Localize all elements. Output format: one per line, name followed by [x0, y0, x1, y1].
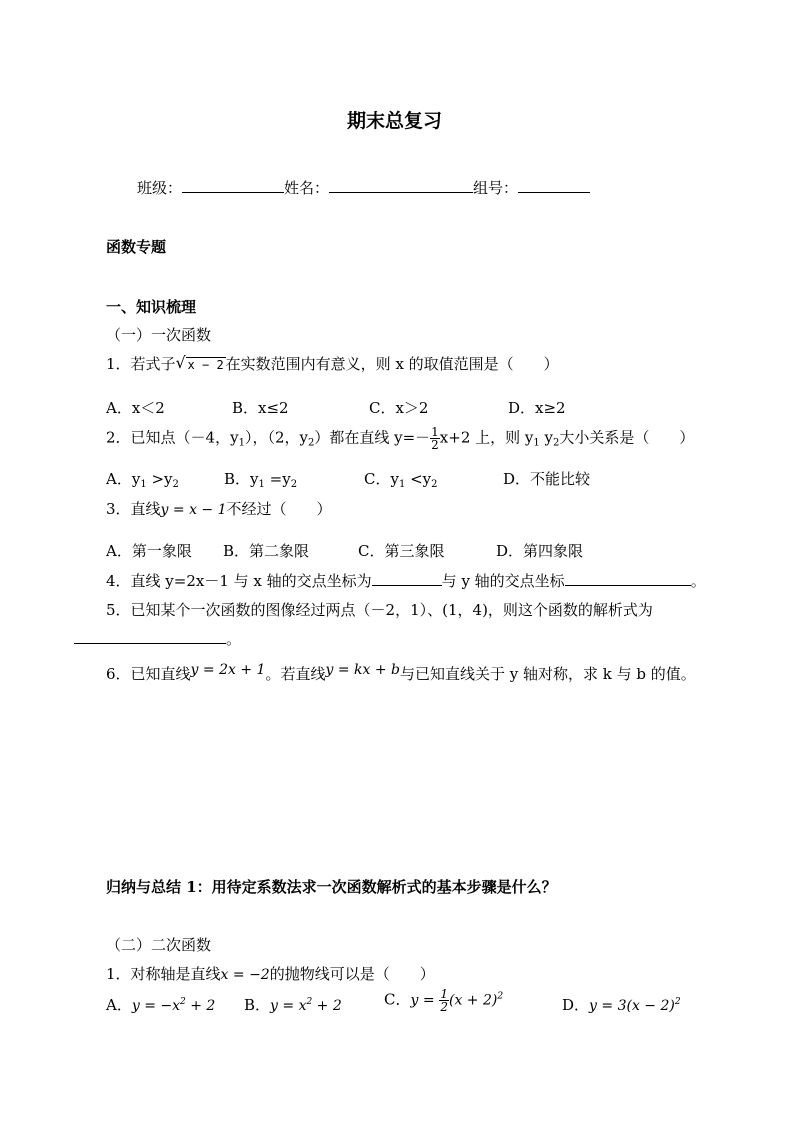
q3-option-d: D．第四象限: [496, 542, 584, 560]
p2q1-option-a: A．$y = -x^2 + 2$: [106, 996, 216, 1014]
q4-blank-y[interactable]: [565, 571, 691, 586]
q1-option-c: C．x＞2: [369, 399, 429, 417]
question-1-5: 5．已知某个一次函数的图像经过两点（－2，1）、(1，4)，则这个函数的解析式为: [106, 601, 653, 619]
group-blank[interactable]: [518, 178, 590, 193]
sqrt-expression: [176, 355, 226, 373]
q2-option-d: D．不能比较: [503, 470, 591, 488]
page-title: 期末总复习: [347, 110, 443, 132]
q2-option-a: A．$y_1 >y_2$: [106, 470, 179, 490]
frac-den: 2: [431, 438, 439, 452]
q3-prefix: 3．直线: [106, 500, 161, 518]
p2q1-fraction: $\frac{1}{2}$: [440, 987, 448, 1014]
q6-prefix: 6．已知直线: [106, 665, 191, 683]
q4-mid: 与 y 轴的交点坐标: [441, 572, 565, 590]
q6-suffix: 与已知直线关于 y 轴对称，求 k 与 b 的值。: [399, 665, 696, 683]
student-info-line: [137, 177, 590, 198]
section-topic: 函数专题: [106, 238, 167, 256]
q3-option-a: A．第一象限: [106, 542, 192, 560]
p2q1-option-c: C．y = $\frac{1}{2}$ $(x + 2)^2$: [384, 987, 504, 1014]
p2q1-option-d: D．$y = 3(x - 2)^2$: [562, 996, 681, 1014]
q1-option-b: B．x≤2: [232, 399, 289, 417]
q2-text-1: 2．已知点（－4，y: [106, 428, 239, 447]
question-1-6: [106, 662, 696, 684]
q2-sub-2: 2: [307, 437, 315, 449]
question-1-4: [106, 570, 706, 591]
name-label: 姓名：: [284, 179, 330, 197]
radical-sign-icon: √: [175, 353, 186, 372]
q6-math-1: y = 2x + 1: [190, 662, 266, 678]
part1-subheading: （一）一次函数: [106, 326, 212, 344]
q3-math: y = x − 1: [160, 502, 227, 518]
p2q1-option-b: B．$y = x^2 + 2$: [244, 996, 342, 1014]
q3-option-c: C．第三象限: [358, 542, 445, 560]
q3-suffix: 不经过（ ）: [226, 500, 332, 518]
p2q1-math: x = −2: [220, 967, 270, 983]
q5-suffix: 。: [226, 630, 242, 648]
q2-text-5: y: [539, 428, 554, 447]
q4-suffix: 。: [690, 572, 706, 590]
q2-option-c: C．$y_1 <y_2$: [364, 470, 438, 490]
summary-1: 归纳与总结 1：用待定系数法求一次函数解析式的基本步骤是什么？: [106, 878, 557, 896]
question-2-1: [106, 963, 435, 984]
question-1-1: [106, 353, 559, 374]
class-label: 班级：: [137, 179, 183, 197]
q2-sub-3: 1: [533, 437, 540, 449]
part1-heading: 一、知识梳理: [106, 298, 197, 316]
question-1-5-answer: [74, 628, 241, 649]
p2q1-suffix: 的抛物线可以是（ ）: [269, 965, 435, 983]
q2-suffix: 大小关系是（ ）: [559, 428, 695, 447]
part2-subheading: （二）二次函数: [106, 936, 212, 954]
p2q1-prefix: 1．对称轴是直线: [106, 965, 221, 983]
q1-suffix: 在实数范围内有意义，则 x 的取值范围是（ ）: [225, 355, 559, 373]
class-blank[interactable]: [182, 178, 284, 193]
radicand: x − 2: [187, 358, 224, 372]
q2-text-2: ），（2，y: [244, 428, 308, 447]
q1-prefix: 1．若式子: [106, 355, 176, 373]
group-label: 组号：: [473, 179, 519, 197]
frac-num: 1: [431, 425, 439, 439]
question-1-2: [106, 426, 694, 451]
fraction-half: [430, 426, 440, 451]
question-1-3: [106, 498, 332, 519]
q5-blank[interactable]: [74, 629, 226, 644]
name-blank[interactable]: [329, 178, 473, 193]
q2-sub-4: 2: [553, 437, 560, 449]
q3-option-b: B．第二象限: [223, 542, 310, 560]
q6-math-2: y = kx + b: [325, 662, 400, 678]
q6-mid: 。若直线: [265, 665, 326, 683]
q4-blank-x[interactable]: [372, 571, 442, 586]
q4-prefix: 4．直线 y=2x－1 与 x 轴的交点坐标为: [106, 572, 372, 590]
q2-option-b: B．$y_1 =y_2$: [224, 470, 298, 490]
q1-option-d: D．x≥2: [508, 399, 566, 417]
q2-sub-1: 1: [238, 437, 245, 449]
q2-text-4: x+2 上，则 y: [439, 428, 534, 447]
q2-text-3: ）都在直线 y=－: [314, 428, 431, 447]
q1-option-a: A．x＜2: [106, 399, 165, 417]
